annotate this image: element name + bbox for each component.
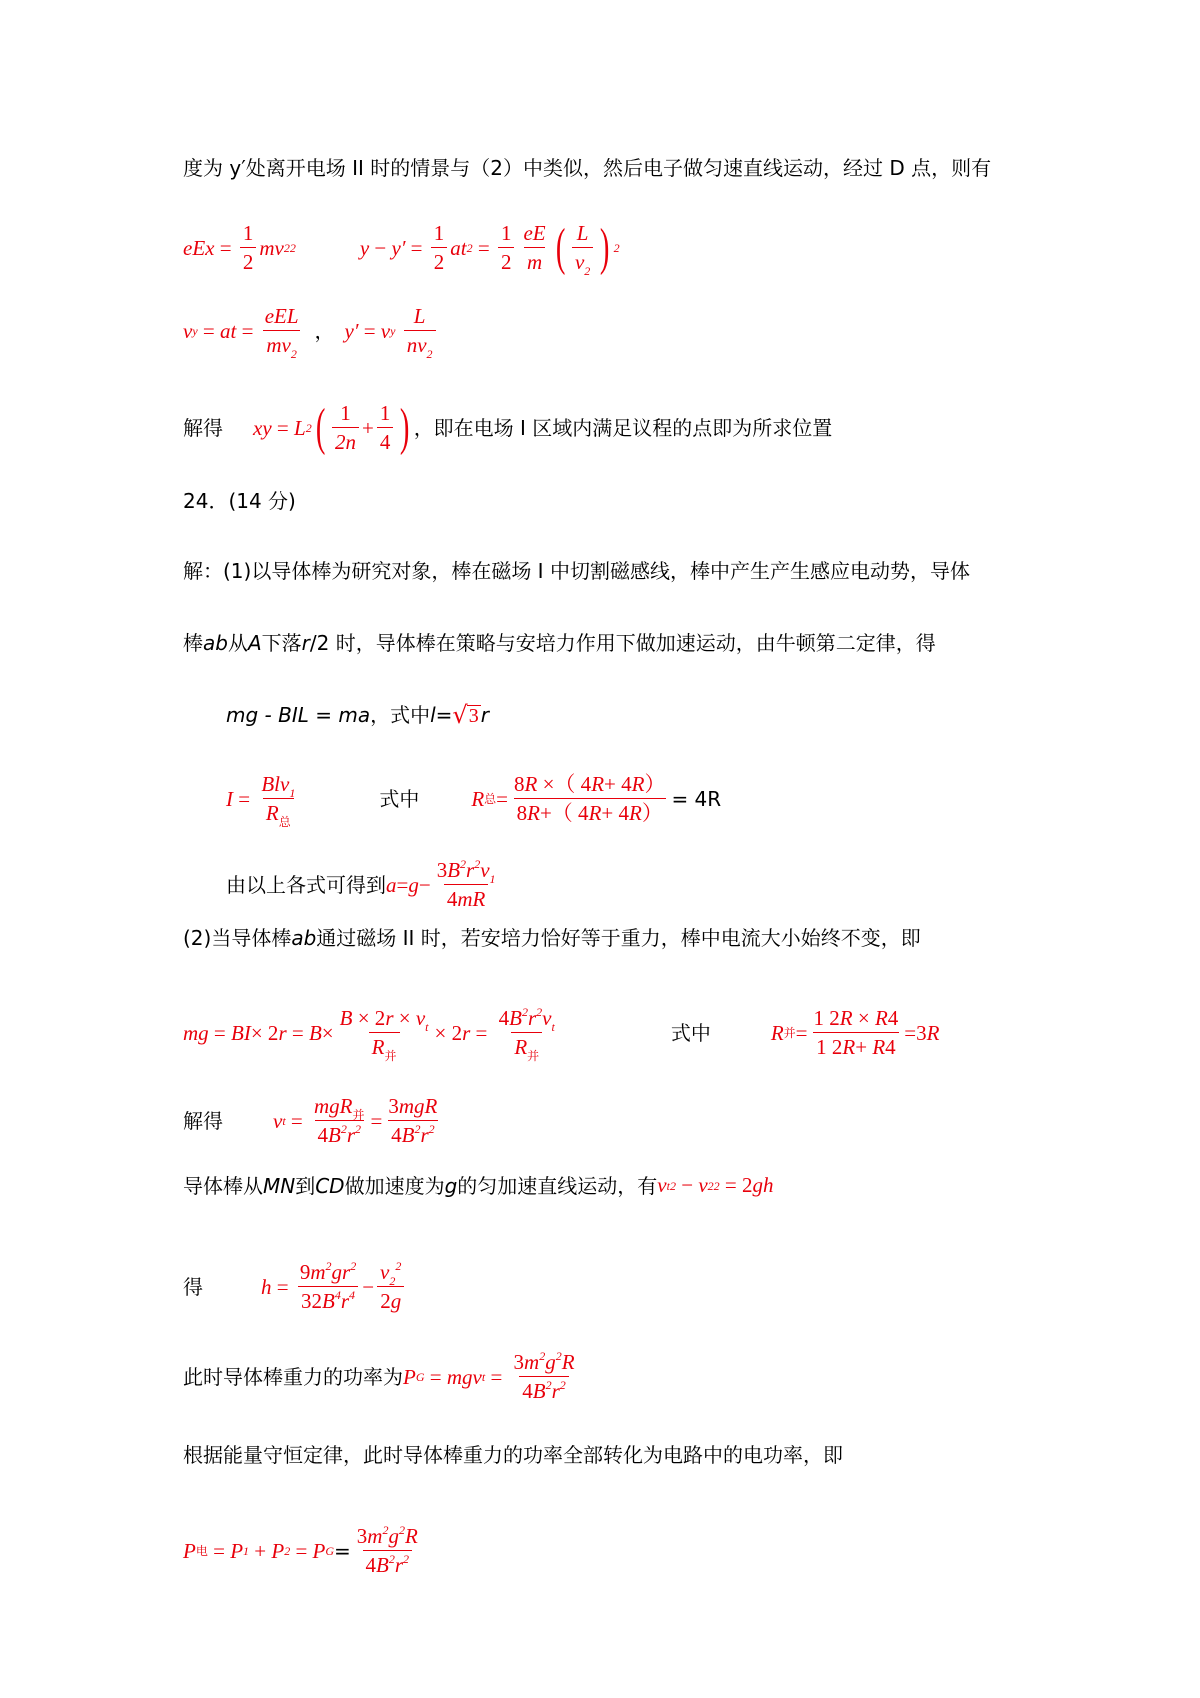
label-derive: 由以上各式可得到 [226,873,386,897]
label-where: 式中 [670,1021,711,1045]
paragraph-text: 解：(1)以导体棒为研究对象，棒在磁场 I 中切割磁感线，棒中产生产生感应电动势，导体 [183,559,970,583]
equation-vt: v t = $\frac{mgR_并}{4B^2r^2}$ = $\frac{\text{3mgR}}{4B^2r^2}$ [273,1094,438,1147]
equation-force-balance: mg = BI × 2 r = B × $\frac{B \times 2r \times v_t}{R_并}$ × 2 r = $\frac{4B^2r^2v_t}{R_并}$ [183,1005,555,1063]
text-segment: ，式中 [370,703,431,727]
text-segment: /2 时，导体棒在策略与安培力作用下做加速运动，由牛顿第二定律，得 [309,631,936,655]
text-line-6 [183,561,1140,581]
equation-vy: v y = at = $\frac{\text{eEL}}{mv_2}$ [183,304,299,361]
equation-line-18 [183,1523,1140,1577]
var-A: A [247,631,262,655]
var-ab: ab [291,926,317,950]
text-segment: 到 [295,1173,316,1198]
var-r: r [480,703,489,727]
label-where: 式中 [379,787,420,811]
equation-gravity-power: P G = mgv t = $\frac{3m^2g^2R}{4B^2r^2}$ [403,1349,575,1403]
var-l: l [430,703,436,727]
var-g: g [444,1173,458,1198]
paragraph-text: 度为 y′处离开电场 II 时的情景与（2）中类似，然后电子做匀速直线运动，经过 D 点，则有 [183,156,992,180]
paragraph-text: 根据能量守恒定律，此时导体棒重力的功率全部转化为电路中的电功率，即 [183,1443,843,1467]
label-solve: 解得 [183,1109,223,1133]
var-ab: ab [203,631,228,655]
text-line-17 [183,1445,1140,1465]
sqrt-value: 3 [468,704,479,727]
equation-yprime: y′ = v y $\frac{L}{nv_2}$ [345,306,439,356]
equation-line-16 [183,1349,1140,1403]
text-line-1 [183,158,1140,178]
label-power: 此时导体棒重力的功率为 [183,1365,403,1389]
equation-kinematics: v t 2 − v 2 2 = 2 gh [657,1173,774,1197]
text-line-11 [183,928,1140,948]
text-line-14 [183,1175,1140,1196]
label-get: 得 [183,1275,203,1299]
conclusion-text: ，即在电场 I 区域内满足议程的点即为所求位置 [413,416,833,440]
equation-line-12 [183,1005,1140,1063]
separator-comma: ， [314,319,335,343]
sqrt-expression: √ 3 [452,701,479,729]
text-segment: = [435,703,453,727]
text-segment: 棒 [183,631,203,655]
equation-line-3 [183,304,1140,361]
text-segment: 做加速度为 [344,1173,445,1198]
equation-line-4 [183,399,1140,456]
text-segment: 从 [227,631,248,655]
equals-sign: = [334,1539,351,1563]
equation-height: h = $\frac{9m^2gr^2}{32B^4r^4}$ − $\frac{v_2^2}{2g}$ [261,1262,407,1312]
equation-xy: xy = L 2 ( $\frac{1}{2n}$ + $\frac{1}{4}$ ) [253,399,410,456]
equation-line-9 [226,772,1140,829]
equation-line-2 [183,219,1140,278]
text-segment: 通过磁场 II 时，若安培力恰好等于重力，棒中电流大小始终不变，即 [316,926,921,950]
equation-electric-power-result: $\frac{3m^2g^2R}{4B^2r^2}$ [356,1523,418,1577]
equation-newton: mg - BIL = ma [226,703,371,727]
text-segment: (2)当导体棒 [183,926,292,950]
var-MN: MN [263,1173,296,1198]
equation-electric-power: P 电 = P 1 + P 2 = P G [183,1538,335,1563]
equation-energy: eEx = $\frac{1}{2}$ mv 2 2 [183,221,296,274]
question-24-heading: 24．(14 分) [183,489,296,513]
equation-displacement: y − y′ = $\frac{1}{2}$ at 2 = $\frac{1}{2}$ $\frac{eE}{m}$ ( $\frac{L}{v_2}$ ) 2 [359,219,620,278]
text-segment: 导体棒从 [183,1173,263,1198]
equation-acceleration: a = g − $\frac{3B^2r^2v_1}{4mR}$ [386,857,496,911]
text-segment: 的匀加速直线运动，有 [457,1173,658,1198]
equation-r-total: R 总 = $\frac{8R \times( 4R+ 4R)}{8R+( 4R+ 4R)}$ [471,772,666,825]
question-number [183,491,1140,511]
r-total-result: = 4R [671,787,722,811]
var-CD: CD [315,1173,345,1198]
var-r: r [301,631,310,655]
equation-line-10 [226,857,1140,911]
text-line-7 [183,633,1140,653]
text-line-8 [226,703,1140,727]
equation-current: I = $\frac{Blv_1}{R_总}$ [226,772,296,829]
equation-r-parallel: R 并 = $\frac{1 2R \times R4}{1 2R+ R4}$ =3 R [770,1006,940,1059]
equation-line-15 [183,1259,1140,1313]
text-segment: 下落 [261,631,302,655]
label-solve: 解得 [183,416,223,440]
equation-line-13 [183,1096,1140,1146]
